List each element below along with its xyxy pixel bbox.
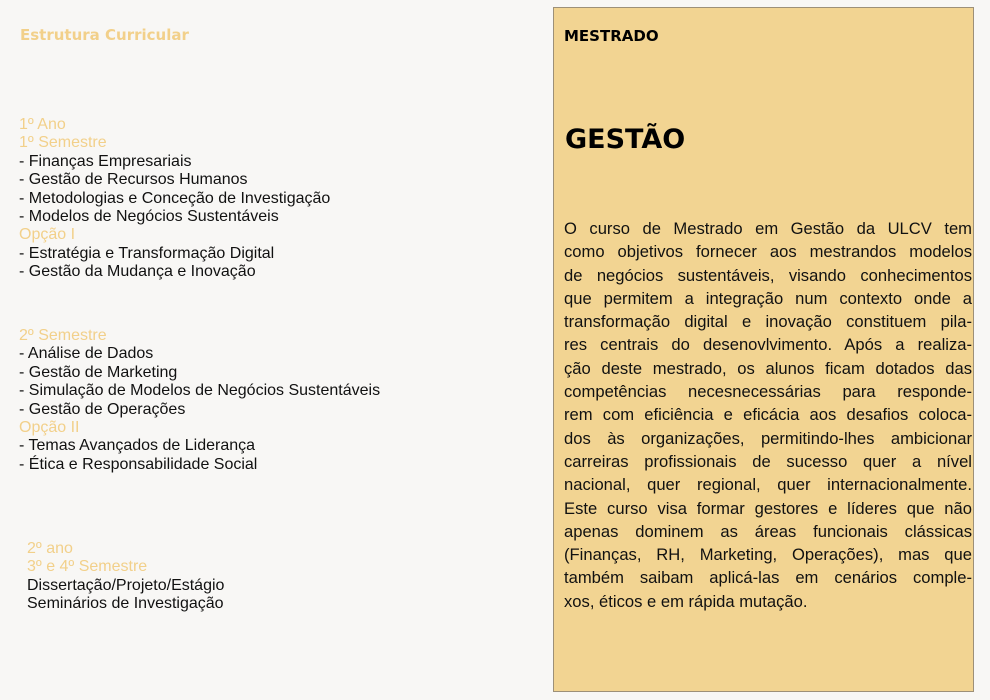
year2-item: Dissertação/Projeto/Estágio (27, 576, 225, 594)
option1-label: Opção I (19, 226, 76, 244)
panel-label: MESTRADO (564, 27, 659, 45)
panel-title: GESTÃO (565, 124, 686, 155)
semester2-label: 2º Semestre (19, 327, 107, 344)
course-item: - Finanças Empresariais (19, 152, 192, 170)
description-line: (Finanças, RH, Marketing, Operações), mas que (564, 545, 972, 565)
option-item: - Gestão da Mudança e Inovação (19, 263, 256, 281)
course-item: - Análise de Dados (19, 345, 154, 363)
description-line: carreiras profissionais de sucesso quer a nível (564, 451, 972, 471)
description-line: competências necesnecessárias para responde- (564, 382, 972, 402)
curriculum-heading: Estrutura Curricular (20, 26, 189, 44)
course-item: - Gestão de Marketing (19, 363, 178, 381)
course-item: - Simulação de Modelos de Negócios Sustentáveis (19, 382, 381, 400)
description-line: xos, éticos e em rápida mutação. (564, 591, 808, 611)
description-line: dos às organizações, permitindo-lhes ambicionar (564, 428, 972, 448)
description-line: que permitem a integração num contexto onde a (564, 288, 972, 308)
option-item: - Estratégia e Transformação Digital (19, 244, 275, 262)
panel-description (564, 217, 972, 613)
year2-block (27, 540, 224, 614)
description-line: Este curso visa formar gestores e líderes que não (564, 498, 972, 518)
description-line: ção deste mestrado, os alunos ficam dotados das (564, 358, 972, 378)
course-item: - Gestão de Recursos Humanos (19, 171, 248, 189)
semester34-label: 3º e 4º Semestre (27, 558, 148, 576)
option2-label: Opção II (19, 419, 80, 437)
semester1-label: 1º Semestre (19, 134, 107, 152)
year2-label: 2º ano (27, 540, 73, 557)
year1-label: 1º Ano (19, 116, 66, 133)
description-line: O curso de Mestrado em Gestão da ULCV tem (564, 219, 972, 238)
description-line: nacional, quer regional, quer internacionalmente. (564, 475, 972, 495)
description-line: res centrais do desenovlvimento. Após a realiza- (564, 335, 972, 355)
description-line: rem com eficiência e eficácia aos desafios coloca- (564, 405, 972, 425)
course-item: - Gestão de Operações (19, 400, 186, 418)
option-item: - Ética e Responsabilidade Social (19, 455, 258, 473)
semester2-block (19, 327, 380, 474)
description-line: apenas dominem as áreas funcionais clássicas (564, 521, 972, 541)
year1-block (19, 116, 330, 282)
course-item: - Modelos de Negócios Sustentáveis (19, 208, 279, 226)
description-line: de negócios sustentáveis, visando conhecimentos (564, 265, 972, 285)
description-line: como objetivos fornecer aos mestrandos modelos (564, 242, 972, 262)
course-item: - Metodologias e Conceção de Investigação (19, 189, 331, 207)
option-item: - Temas Avançados de Liderança (19, 437, 256, 455)
master-description-panel (553, 7, 974, 692)
year2-item: Seminários de Investigação (27, 595, 224, 613)
description-line: transformação digital e inovação constituem pila- (564, 312, 972, 332)
description-line: também saibam aplicá-las em cenários comple- (564, 568, 972, 588)
